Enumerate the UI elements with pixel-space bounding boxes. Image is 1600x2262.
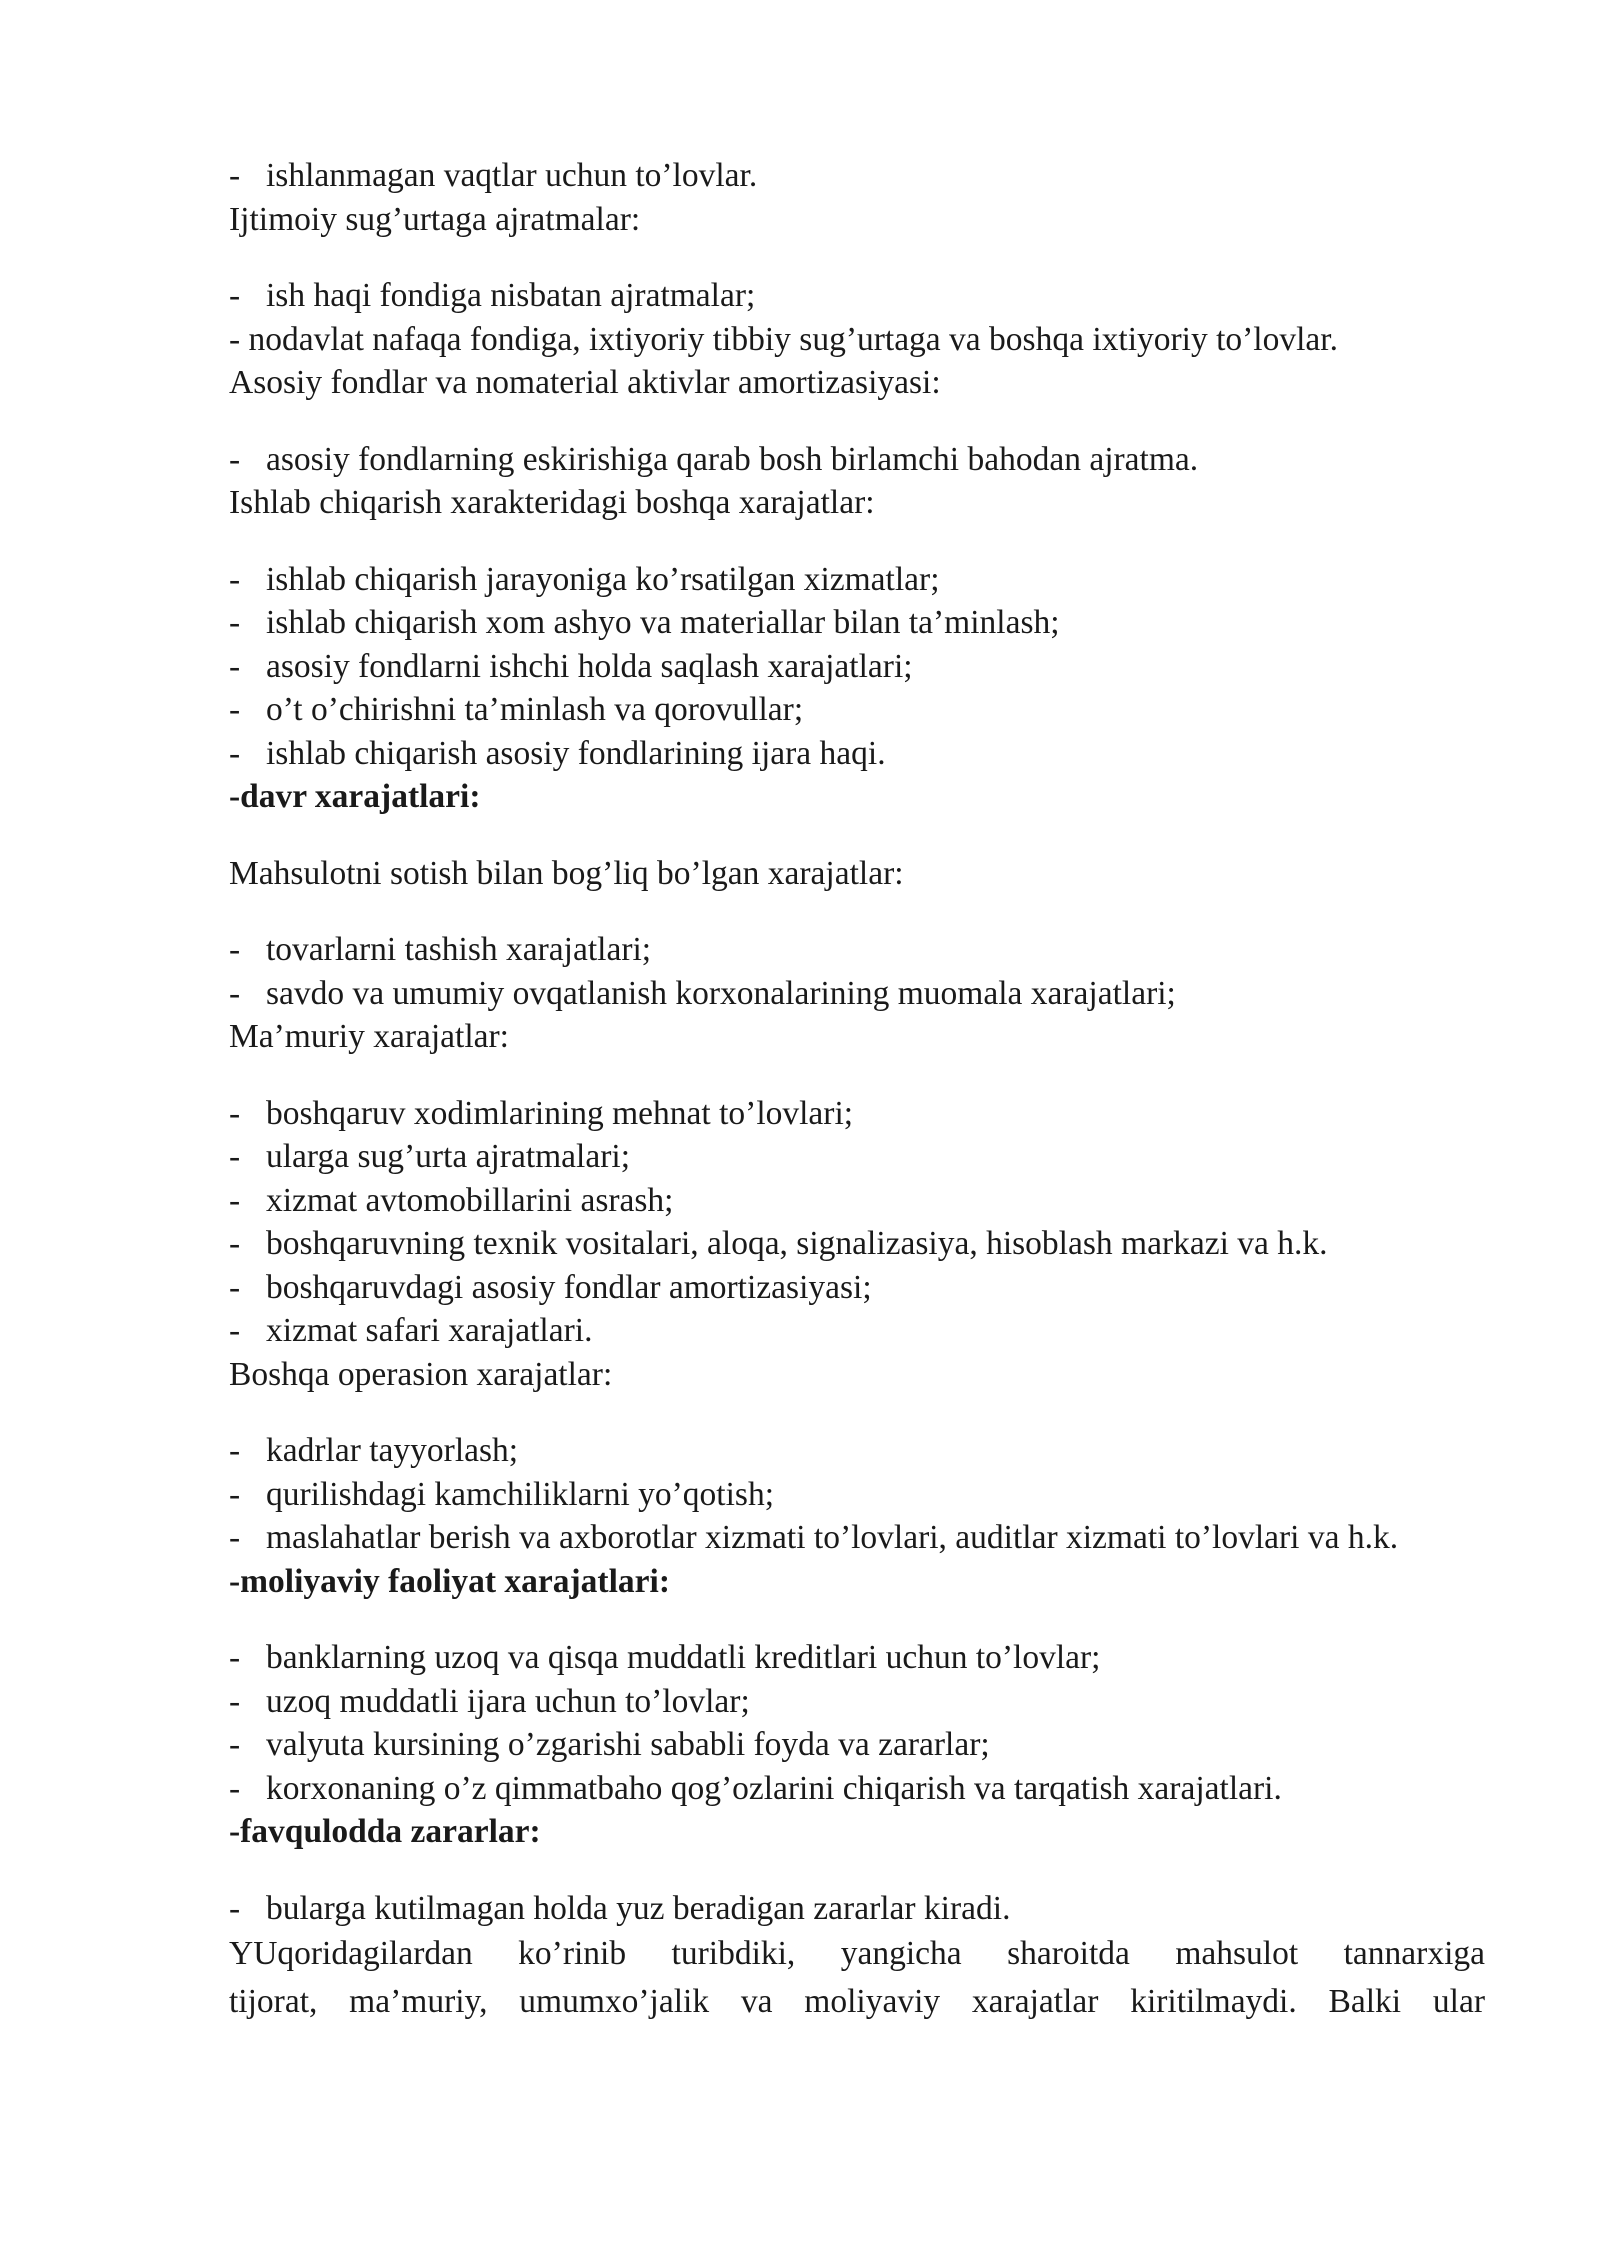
list-item-text: ishlab chiqarish xom ashyo va materiallar bilan ta’minlash;	[266, 604, 1060, 641]
spacer	[229, 895, 1485, 928]
dash-marker: -	[229, 1889, 241, 1927]
spacer	[229, 1396, 1485, 1429]
list-item-text: savdo va umumiy ovqatlanish korxonalarining muomala xarajatlari;	[266, 974, 1176, 1012]
dash-marker: -	[229, 1769, 241, 1807]
dash-marker: -	[229, 604, 241, 641]
list-item-text: korxonaning o’z qimmatbaho qog’ozlarini chiqarish va tarqatish xarajatlari.	[266, 1769, 1282, 1807]
list-item-text: qurilishdagi kamchiliklarni yo’qotish;	[266, 1475, 775, 1513]
dash-marker: -	[229, 1268, 241, 1306]
dash-marker: -	[229, 1225, 241, 1262]
list-item-text: nodavlat nafaqa fondiga, ixtiyoriy tibbiy sug’urtaga va boshqa ixtiyoriy to’lovlar.	[248, 320, 1338, 358]
list-item	[229, 318, 1485, 362]
dash-marker: -	[229, 974, 241, 1012]
list-item-text: ishlanmagan vaqtlar uchun to’lovlar.	[266, 157, 758, 194]
list-item	[229, 732, 1485, 776]
list-item	[229, 274, 1485, 318]
list-item-text: valyuta kursining o’zgarishi sababli foyda va zararlar;	[266, 1726, 990, 1763]
section-heading: Ma’muriy xarajatlar:	[229, 1018, 509, 1055]
spacer	[229, 405, 1485, 438]
dash-marker: -	[229, 1639, 241, 1676]
spacer	[229, 1603, 1485, 1636]
dash-marker: -	[229, 440, 241, 478]
list-item	[229, 1723, 1485, 1767]
spacer	[229, 1854, 1485, 1887]
dash-marker: -	[229, 1094, 241, 1132]
section-heading: Mahsulotni sotish bilan bog’liq bo’lgan xarajatlar:	[229, 854, 904, 892]
list-item-text: banklarning uzoq va qisqa muddatli kreditlari uchun to’lovlar;	[266, 1639, 1101, 1676]
list-item-text: tovarlarni tashish xarajatlari;	[266, 931, 652, 968]
dash-marker: -	[229, 1181, 241, 1219]
list-item	[229, 1092, 1485, 1136]
section-heading: Ishlab chiqarish xarakteridagi boshqa xarajatlar:	[229, 484, 875, 521]
dash-marker: -	[229, 1519, 241, 1556]
list-item-text: kadrlar tayyorlash;	[266, 1432, 519, 1469]
list-item-text: ishlab chiqarish jarayoniga ko’rsatilgan xizmatlar;	[266, 560, 940, 598]
document-page	[229, 154, 1485, 2026]
spacer	[229, 819, 1485, 852]
list-item-text: ish haqi fondiga nisbatan ajratmalar;	[266, 277, 756, 314]
bold-category-heading: -davr xarajatlari:	[229, 778, 481, 815]
list-item-text: boshqaruvdagi asosiy fondlar amortizasiyasi;	[266, 1268, 872, 1306]
list-item	[229, 1135, 1485, 1179]
paragraph-line: YUqoridagilardan ko’rinib turibdiki, yangicha sharoitda mahsulot tannarxiga	[229, 1935, 1485, 1972]
list-item	[229, 1179, 1485, 1223]
dash-marker: -	[229, 1475, 241, 1513]
list-item	[229, 928, 1485, 972]
dash-marker: -	[229, 320, 241, 358]
spacer	[229, 1059, 1485, 1092]
section-heading: Asosiy fondlar va nomaterial aktivlar amortizasiyasi:	[229, 364, 941, 401]
list-item	[229, 438, 1485, 482]
list-item	[229, 558, 1485, 602]
list-item	[229, 1887, 1485, 1931]
dash-marker: -	[229, 734, 241, 772]
list-item	[229, 1516, 1485, 1560]
list-item-text: maslahatlar berish va axborotlar xizmati to’lovlari, auditlar xizmati to’lovlari va h.k.	[266, 1519, 1399, 1556]
list-item-text: o’t o’chirishni ta’minlash va qorovullar;	[266, 691, 804, 728]
spacer	[229, 525, 1485, 558]
dash-marker: -	[229, 560, 241, 598]
list-item-text: bularga kutilmagan holda yuz beradigan zararlar kiradi.	[266, 1889, 1011, 1927]
dash-marker: -	[229, 1682, 241, 1720]
list-item	[229, 1636, 1485, 1680]
section-heading: Ijtimoiy sug’urtaga ajratmalar:	[229, 200, 641, 238]
list-item	[229, 645, 1485, 689]
list-item	[229, 688, 1485, 732]
dash-marker: -	[229, 1138, 241, 1175]
list-item	[229, 1309, 1485, 1353]
list-item-text: boshqaruv xodimlarining mehnat to’lovlari;	[266, 1094, 854, 1132]
list-item	[229, 972, 1485, 1016]
list-item	[229, 1680, 1485, 1724]
paragraph-line: tijorat, ma’muriy, umumxo’jalik va moliyaviy xarajatlar kiritilmaydi. Balki ular	[229, 1983, 1485, 2020]
list-item	[229, 1429, 1485, 1473]
bold-category-heading: -favqulodda zararlar:	[229, 1813, 541, 1850]
dash-marker: -	[229, 691, 241, 728]
list-item-text: ishlab chiqarish asosiy fondlarining ijara haqi.	[266, 734, 886, 772]
list-item	[229, 1767, 1485, 1811]
dash-marker: -	[229, 647, 241, 685]
dash-marker: -	[229, 1432, 241, 1469]
list-item-text: asosiy fondlarni ishchi holda saqlash xarajatlari;	[266, 647, 913, 685]
list-item-text: ularga sug’urta ajratmalari;	[266, 1138, 631, 1175]
list-item	[229, 1473, 1485, 1517]
dash-marker: -	[229, 157, 241, 194]
list-item	[229, 601, 1485, 645]
list-item-text: uzoq muddatli ijara uchun to’lovlar;	[266, 1682, 750, 1720]
list-item	[229, 1222, 1485, 1266]
dash-marker: -	[229, 931, 241, 968]
dash-marker: -	[229, 1312, 241, 1349]
list-item-text: boshqaruvning texnik vositalari, aloqa, signalizasiya, hisoblash markazi va h.k.	[266, 1225, 1328, 1262]
list-item-text: asosiy fondlarning eskirishiga qarab bosh birlamchi bahodan ajratma.	[266, 440, 1199, 478]
dash-marker: -	[229, 1726, 241, 1763]
spacer	[229, 241, 1485, 274]
list-item-text: xizmat avtomobillarini asrash;	[266, 1181, 674, 1219]
bold-category-heading: -moliyaviy faoliyat xarajatlari:	[229, 1562, 670, 1600]
list-item-text: xizmat safari xarajatlari.	[266, 1312, 593, 1349]
list-item	[229, 1266, 1485, 1310]
section-heading: Boshqa operasion xarajatlar:	[229, 1355, 613, 1393]
dash-marker: -	[229, 277, 241, 314]
list-item	[229, 154, 1485, 198]
